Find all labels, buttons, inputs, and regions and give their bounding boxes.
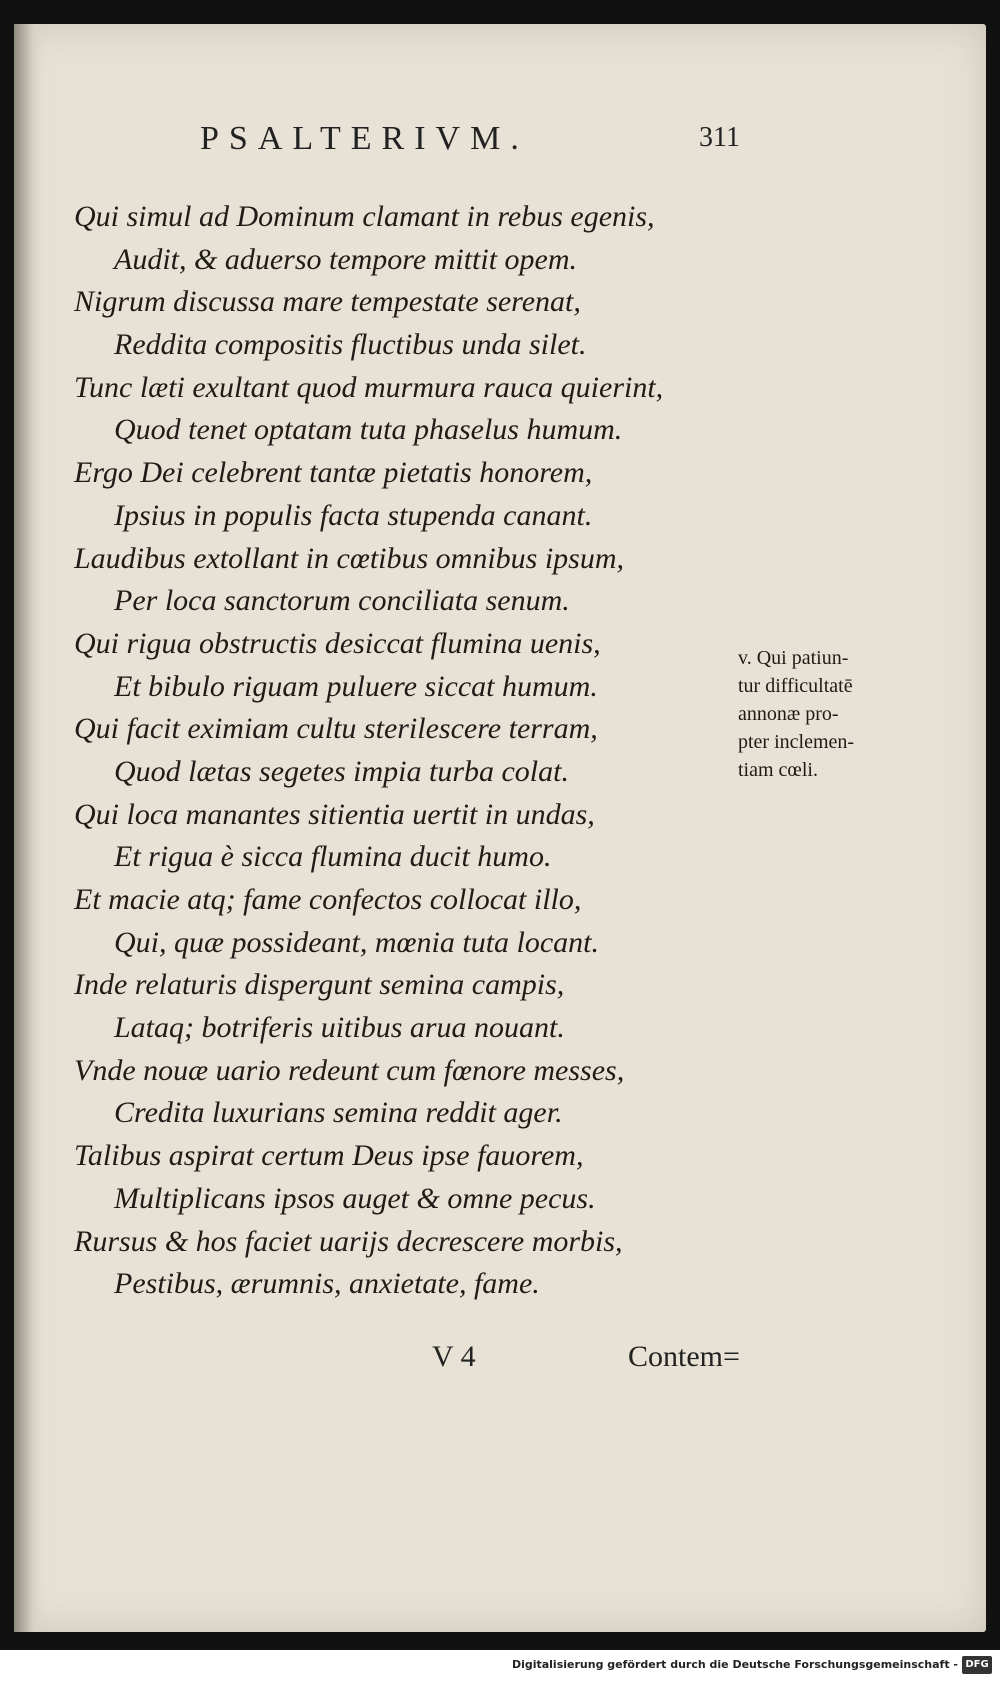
verse-line: Credita luxurians semina reddit ager. xyxy=(114,1096,563,1130)
verse-line: Et rigua è sicca flumina ducit humo. xyxy=(114,840,552,874)
marginal-note-line: v. Qui patiun- xyxy=(738,647,849,669)
verse-line: Talibus aspirat certum Deus ipse fauorem, xyxy=(74,1139,584,1173)
page-header xyxy=(200,120,740,160)
running-title: PSALTERIVM. xyxy=(200,120,529,157)
verse-line: Inde relaturis dispergunt semina campis, xyxy=(74,968,565,1002)
verse-line: Ergo Dei celebrent tantæ pietatis honorem, xyxy=(74,456,593,490)
verse-line: Per loca sanctorum conciliata senum. xyxy=(114,584,570,618)
book-page xyxy=(14,24,986,1632)
verse-line: Quod lætas segetes impia turba colat. xyxy=(114,754,569,788)
verse-line: Audit, & aduerso tempore mittit opem. xyxy=(114,242,578,276)
footer-bar xyxy=(0,1650,1000,1682)
verse-block xyxy=(74,196,714,1306)
catchword: Contem= xyxy=(628,1340,740,1373)
dfg-logo: DFG xyxy=(962,1656,992,1674)
verse-line: Tunc læti exultant quod murmura rauca quierint, xyxy=(74,370,664,404)
verse-line: Vnde nouæ uario redeunt cum fœnore messes, xyxy=(74,1053,625,1087)
verse-line: Laudibus extollant in cœtibus omnibus ipsum, xyxy=(74,541,625,575)
marginal-note xyxy=(738,644,948,784)
verse-line: Lataq; botriferis uitibus arua nouant. xyxy=(114,1011,565,1045)
marginal-note-line: annonæ pro- xyxy=(738,703,839,725)
page-number: 311 xyxy=(699,122,740,153)
verse-line: Pestibus, ærumnis, anxietate, fame. xyxy=(114,1267,540,1301)
verse-line: Qui simul ad Dominum clamant in rebus egenis, xyxy=(74,200,655,233)
verse-line: Multiplicans ipsos auget & omne pecus. xyxy=(114,1181,596,1215)
verse-line: Et bibulo riguam puluere siccat humum. xyxy=(114,669,598,703)
verse-line: Et macie atq; fame confectos collocat illo, xyxy=(74,883,582,916)
verse-line: Qui facit eximiam cultu sterilescere terram, xyxy=(74,712,598,746)
marginal-note-line: tur difficultatē xyxy=(738,675,853,697)
verse-line: Ipsius in populis facta stupenda canant. xyxy=(114,498,593,532)
verse-line: Qui loca manantes sitientia uertit in undas, xyxy=(74,797,595,831)
marginal-note-line: pter inclemen- xyxy=(738,731,855,753)
marginal-note-line: tiam cœli. xyxy=(738,759,818,781)
gutter-shadow xyxy=(14,24,42,1632)
verse-line: Qui rigua obstructis desiccat flumina uenis, xyxy=(74,626,601,660)
signature-mark: V 4 xyxy=(432,1340,476,1373)
verse-line: Rursus & hos faciet uarijs decrescere morbis, xyxy=(74,1224,623,1258)
verse-line: Nigrum discussa mare tempestate serenat, xyxy=(74,285,581,319)
verse-line: Qui, quæ possideant, mœnia tuta locant. xyxy=(114,925,600,959)
footer-credit: Digitalisierung gefördert durch die Deutsche Forschungsgemeinschaft - xyxy=(511,1658,958,1671)
verse-line: Reddita compositis fluctibus unda silet. xyxy=(114,328,587,362)
verse-line: Quod tenet optatam tuta phaselus humum. xyxy=(114,413,623,447)
